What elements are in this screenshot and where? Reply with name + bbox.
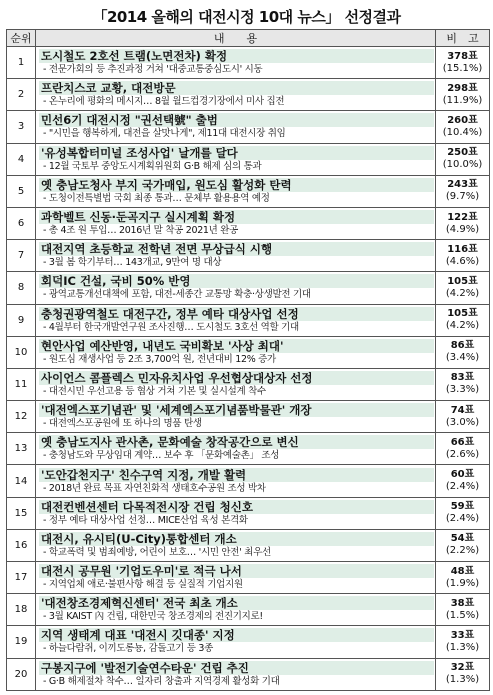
rank-cell: 1 (7, 47, 36, 79)
table-row (7, 240, 490, 272)
table-row (7, 626, 490, 658)
news-headline: 대전시, 유시티(U-City)통합센터 개소 (39, 532, 434, 546)
vote-percent: (15.1%) (442, 62, 483, 74)
table-row (7, 207, 490, 239)
table-row (7, 143, 490, 175)
vote-percent: (2.6%) (445, 448, 480, 460)
news-headline: '대전엑스포기념관' 및 '세계엑스포기념품박물관' 개장 (39, 403, 434, 417)
note-cell (436, 47, 490, 79)
rank-cell: 12 (7, 401, 36, 433)
rank-cell: 11 (7, 368, 36, 400)
table-row (7, 562, 490, 594)
news-headline: 과학벨트 신동·둔곡지구 실시계획 확정 (39, 210, 434, 224)
note-cell (436, 175, 490, 207)
news-headline: 구봉지구에 '발전기술연수타운' 건립 추진 (39, 661, 434, 675)
rank-cell: 13 (7, 433, 36, 465)
news-detail: - 학교폭력 및 범죄예방, 어린이 보호… '시민 안전' 최우선 (43, 546, 271, 558)
content-cell (36, 336, 436, 368)
content-cell (36, 626, 436, 658)
news-detail: - 총 4조 원 투입… 2016년 말 착공 2021년 완공 (43, 225, 239, 237)
table-row (7, 529, 490, 561)
vote-count: 33표 (450, 629, 475, 641)
vote-percent: (2.4%) (445, 513, 480, 525)
news-detail: - 2018년 완료 목표 자연친화적 생태호수공원 조성 박차 (43, 482, 266, 494)
vote-count: 116표 (447, 243, 478, 255)
news-detail: - 3월 KAIST 內 건립, 대한민국 창조경제의 전진기지로! (43, 611, 263, 623)
vote-count: 60표 (450, 469, 475, 481)
vote-count: 105표 (447, 275, 478, 287)
content-cell (36, 207, 436, 239)
table-row (7, 304, 490, 336)
news-detail: - G·B 해제절차 착수… 일자리 창출과 지역경제 활성화 기대 (43, 675, 280, 687)
table-body (7, 47, 490, 691)
note-cell (436, 401, 490, 433)
vote-percent: (10.0%) (442, 159, 483, 171)
news-headline: 대전컨벤션센터 다목적전시장 건립 청신호 (39, 500, 434, 514)
content-cell (36, 594, 436, 626)
rank-cell: 3 (7, 111, 36, 143)
table-row (7, 79, 490, 111)
news-detail: - 4월부터 한국개발연구원 조사진행… 도시철도 3호선 역할 기대 (43, 321, 299, 333)
vote-count: 105표 (447, 308, 478, 320)
news-headline: 지역 생태계 대표 '대전시 깃대종' 지정 (39, 628, 434, 642)
vote-count: 250표 (447, 147, 478, 159)
vote-count: 260표 (447, 114, 478, 126)
rank-cell: 2 (7, 79, 36, 111)
vote-count: 298표 (447, 82, 478, 94)
vote-percent: (2.4%) (445, 481, 480, 493)
vote-count: 54표 (450, 533, 475, 545)
rank-cell: 9 (7, 304, 36, 336)
news-detail: - 정부 예타 대상사업 선정… MICE산업 육성 본격화 (43, 514, 248, 526)
note-cell (436, 111, 490, 143)
vote-count: 122표 (447, 211, 478, 223)
news-headline: 현안사업 예산반영, 내년도 국비확보 '사상 최대' (39, 339, 434, 353)
vote-count: 378표 (447, 50, 478, 62)
rank-cell: 8 (7, 272, 36, 304)
content-cell (36, 175, 436, 207)
news-headline: '도안갑천지구' 친수구역 지정, 개발 활력 (39, 468, 434, 482)
vote-percent: (4.2%) (445, 287, 480, 299)
page-title: 「2014 올해의 대전시정 10대 뉴스」 선정결과 (92, 8, 401, 26)
news-detail: - 원도심 재생사업 등 2조 3,700억 원, 전년대비 12% 증가 (43, 353, 276, 365)
vote-percent: (4.9%) (445, 223, 480, 235)
vote-count: 83표 (450, 372, 475, 384)
vote-percent: (1.5%) (445, 609, 480, 621)
content-cell (36, 47, 436, 79)
news-detail: - 12월 국토부 중앙도시계획위원회 G·B 해제 심의 통과 (43, 160, 262, 172)
note-cell (436, 368, 490, 400)
content-cell (36, 240, 436, 272)
content-cell (36, 497, 436, 529)
note-cell (436, 143, 490, 175)
content-cell (36, 272, 436, 304)
note-cell (436, 529, 490, 561)
content-cell (36, 658, 436, 690)
note-cell (436, 594, 490, 626)
note-cell (436, 240, 490, 272)
header-note: 비 고 (436, 30, 490, 47)
news-detail: - 충청남도와 무상임대 계약… 보수 후 「문화예술촌」 조성 (43, 450, 280, 462)
content-cell (36, 401, 436, 433)
note-cell (436, 626, 490, 658)
content-cell (36, 368, 436, 400)
vote-count: 59표 (450, 501, 475, 513)
note-cell (436, 465, 490, 497)
news-headline: 대전지역 초등학교 전학년 전면 무상급식 시행 (39, 242, 434, 256)
table-header-row (7, 30, 490, 47)
table-row (7, 497, 490, 529)
content-cell (36, 79, 436, 111)
vote-percent: (4.6%) (445, 255, 480, 267)
vote-percent: (11.9%) (442, 94, 483, 106)
vote-percent: (3.4%) (445, 352, 480, 364)
content-cell (36, 111, 436, 143)
rank-cell: 10 (7, 336, 36, 368)
news-headline: 대전시 공무원 '기업도우미'로 적극 나서 (39, 564, 434, 578)
note-cell (436, 497, 490, 529)
vote-percent: (1.3%) (445, 674, 480, 686)
table-row (7, 175, 490, 207)
content-cell (36, 433, 436, 465)
vote-percent: (3.0%) (445, 416, 480, 428)
news-headline: 민선6기 대전시정 "권선택號" 출범 (39, 113, 434, 127)
vote-count: 66표 (450, 436, 475, 448)
news-detail: - 하늘다람쥐, 이끼도롱뇽, 감돌고기 등 3종 (43, 643, 213, 655)
rank-cell: 5 (7, 175, 36, 207)
vote-count: 74표 (450, 404, 475, 416)
news-detail: - 대전시민 우선고용 등 협상 거쳐 기본 및 실시설계 착수 (43, 385, 266, 397)
note-cell (436, 336, 490, 368)
rank-cell: 6 (7, 207, 36, 239)
news-detail: - 도청이전특별법 국회 최종 통과… 문체부 활용용역 예정 (43, 192, 270, 204)
news-headline: '유성복합터미널 조성사업' 날개를 달다 (39, 146, 434, 160)
news-detail: - 온누리에 평화의 메시지… 8월 월드컵경기장에서 미사 집전 (43, 96, 285, 108)
content-cell (36, 562, 436, 594)
news-detail: - 지역업체 애로·불편사항 해결 등 실질적 기업지원 (43, 579, 243, 591)
news-headline: '대전창조경제혁신센터' 전국 최초 개소 (39, 596, 434, 610)
results-table (6, 29, 490, 691)
table-row (7, 111, 490, 143)
table-row (7, 368, 490, 400)
note-cell (436, 562, 490, 594)
table-row (7, 594, 490, 626)
rank-cell: 17 (7, 562, 36, 594)
news-detail: - "시민을 행복하게, 대전을 살맛나게", 제11대 대전시장 취임 (43, 128, 286, 140)
news-detail: - 대전엑스포공원에 또 하나의 명품 탄생 (43, 418, 202, 430)
vote-percent: (1.3%) (445, 641, 480, 653)
vote-count: 86표 (450, 340, 475, 352)
rank-cell: 20 (7, 658, 36, 690)
table-row (7, 433, 490, 465)
rank-cell: 14 (7, 465, 36, 497)
vote-count: 48표 (450, 565, 475, 577)
vote-percent: (4.2%) (445, 320, 480, 332)
table-row (7, 47, 490, 79)
vote-count: 243표 (447, 179, 478, 191)
note-cell (436, 207, 490, 239)
table-row (7, 272, 490, 304)
news-headline: 충청권광역철도 대전구간, 정부 예타 대상사업 선정 (39, 307, 434, 321)
content-cell (36, 465, 436, 497)
rank-cell: 7 (7, 240, 36, 272)
table-row (7, 658, 490, 690)
note-cell (436, 658, 490, 690)
vote-percent: (1.9%) (445, 577, 480, 589)
table-row (7, 336, 490, 368)
news-detail: - 광역교통개선대책에 포함, 대전-세종간 교통망 확충·상생발전 기대 (43, 289, 311, 301)
header-rank: 순위 (7, 30, 36, 47)
rank-cell: 18 (7, 594, 36, 626)
content-cell (36, 304, 436, 336)
vote-percent: (3.3%) (445, 384, 480, 396)
vote-count: 32표 (450, 662, 475, 674)
news-detail: - 전문가회의 등 추진과정 거쳐 '대중교통중심도시' 시동 (43, 64, 263, 76)
note-cell (436, 79, 490, 111)
header-content: 내 용 (36, 30, 436, 47)
news-headline: 도시철도 2호선 트램(노면전차) 확정 (39, 49, 434, 63)
note-cell (436, 433, 490, 465)
rank-cell: 16 (7, 529, 36, 561)
news-headline: 옛 충남도지사 관사촌, 문화예술 창작공간으로 변신 (39, 435, 434, 449)
news-headline: 프란치스코 교황, 대전방문 (39, 81, 434, 95)
news-headline: 회덕IC 건설, 국비 50% 반영 (39, 274, 434, 288)
news-headline: 사이언스 콤플렉스 민자유치사업 우선협상대상자 선정 (39, 371, 434, 385)
table-row (7, 465, 490, 497)
rank-cell: 4 (7, 143, 36, 175)
rank-cell: 19 (7, 626, 36, 658)
note-cell (436, 304, 490, 336)
vote-percent: (2.2%) (445, 545, 480, 557)
note-cell (436, 272, 490, 304)
news-detail: - 3월 봄 학기부터… 143개교, 9만여 명 대상 (43, 257, 222, 269)
rank-cell: 15 (7, 497, 36, 529)
vote-percent: (10.4%) (442, 126, 483, 138)
news-headline: 옛 충남도청사 부지 국가매입, 원도심 활성화 탄력 (39, 178, 434, 192)
vote-count: 38표 (450, 597, 475, 609)
content-cell (36, 529, 436, 561)
content-cell (36, 143, 436, 175)
vote-percent: (9.7%) (445, 191, 480, 203)
table-row (7, 401, 490, 433)
